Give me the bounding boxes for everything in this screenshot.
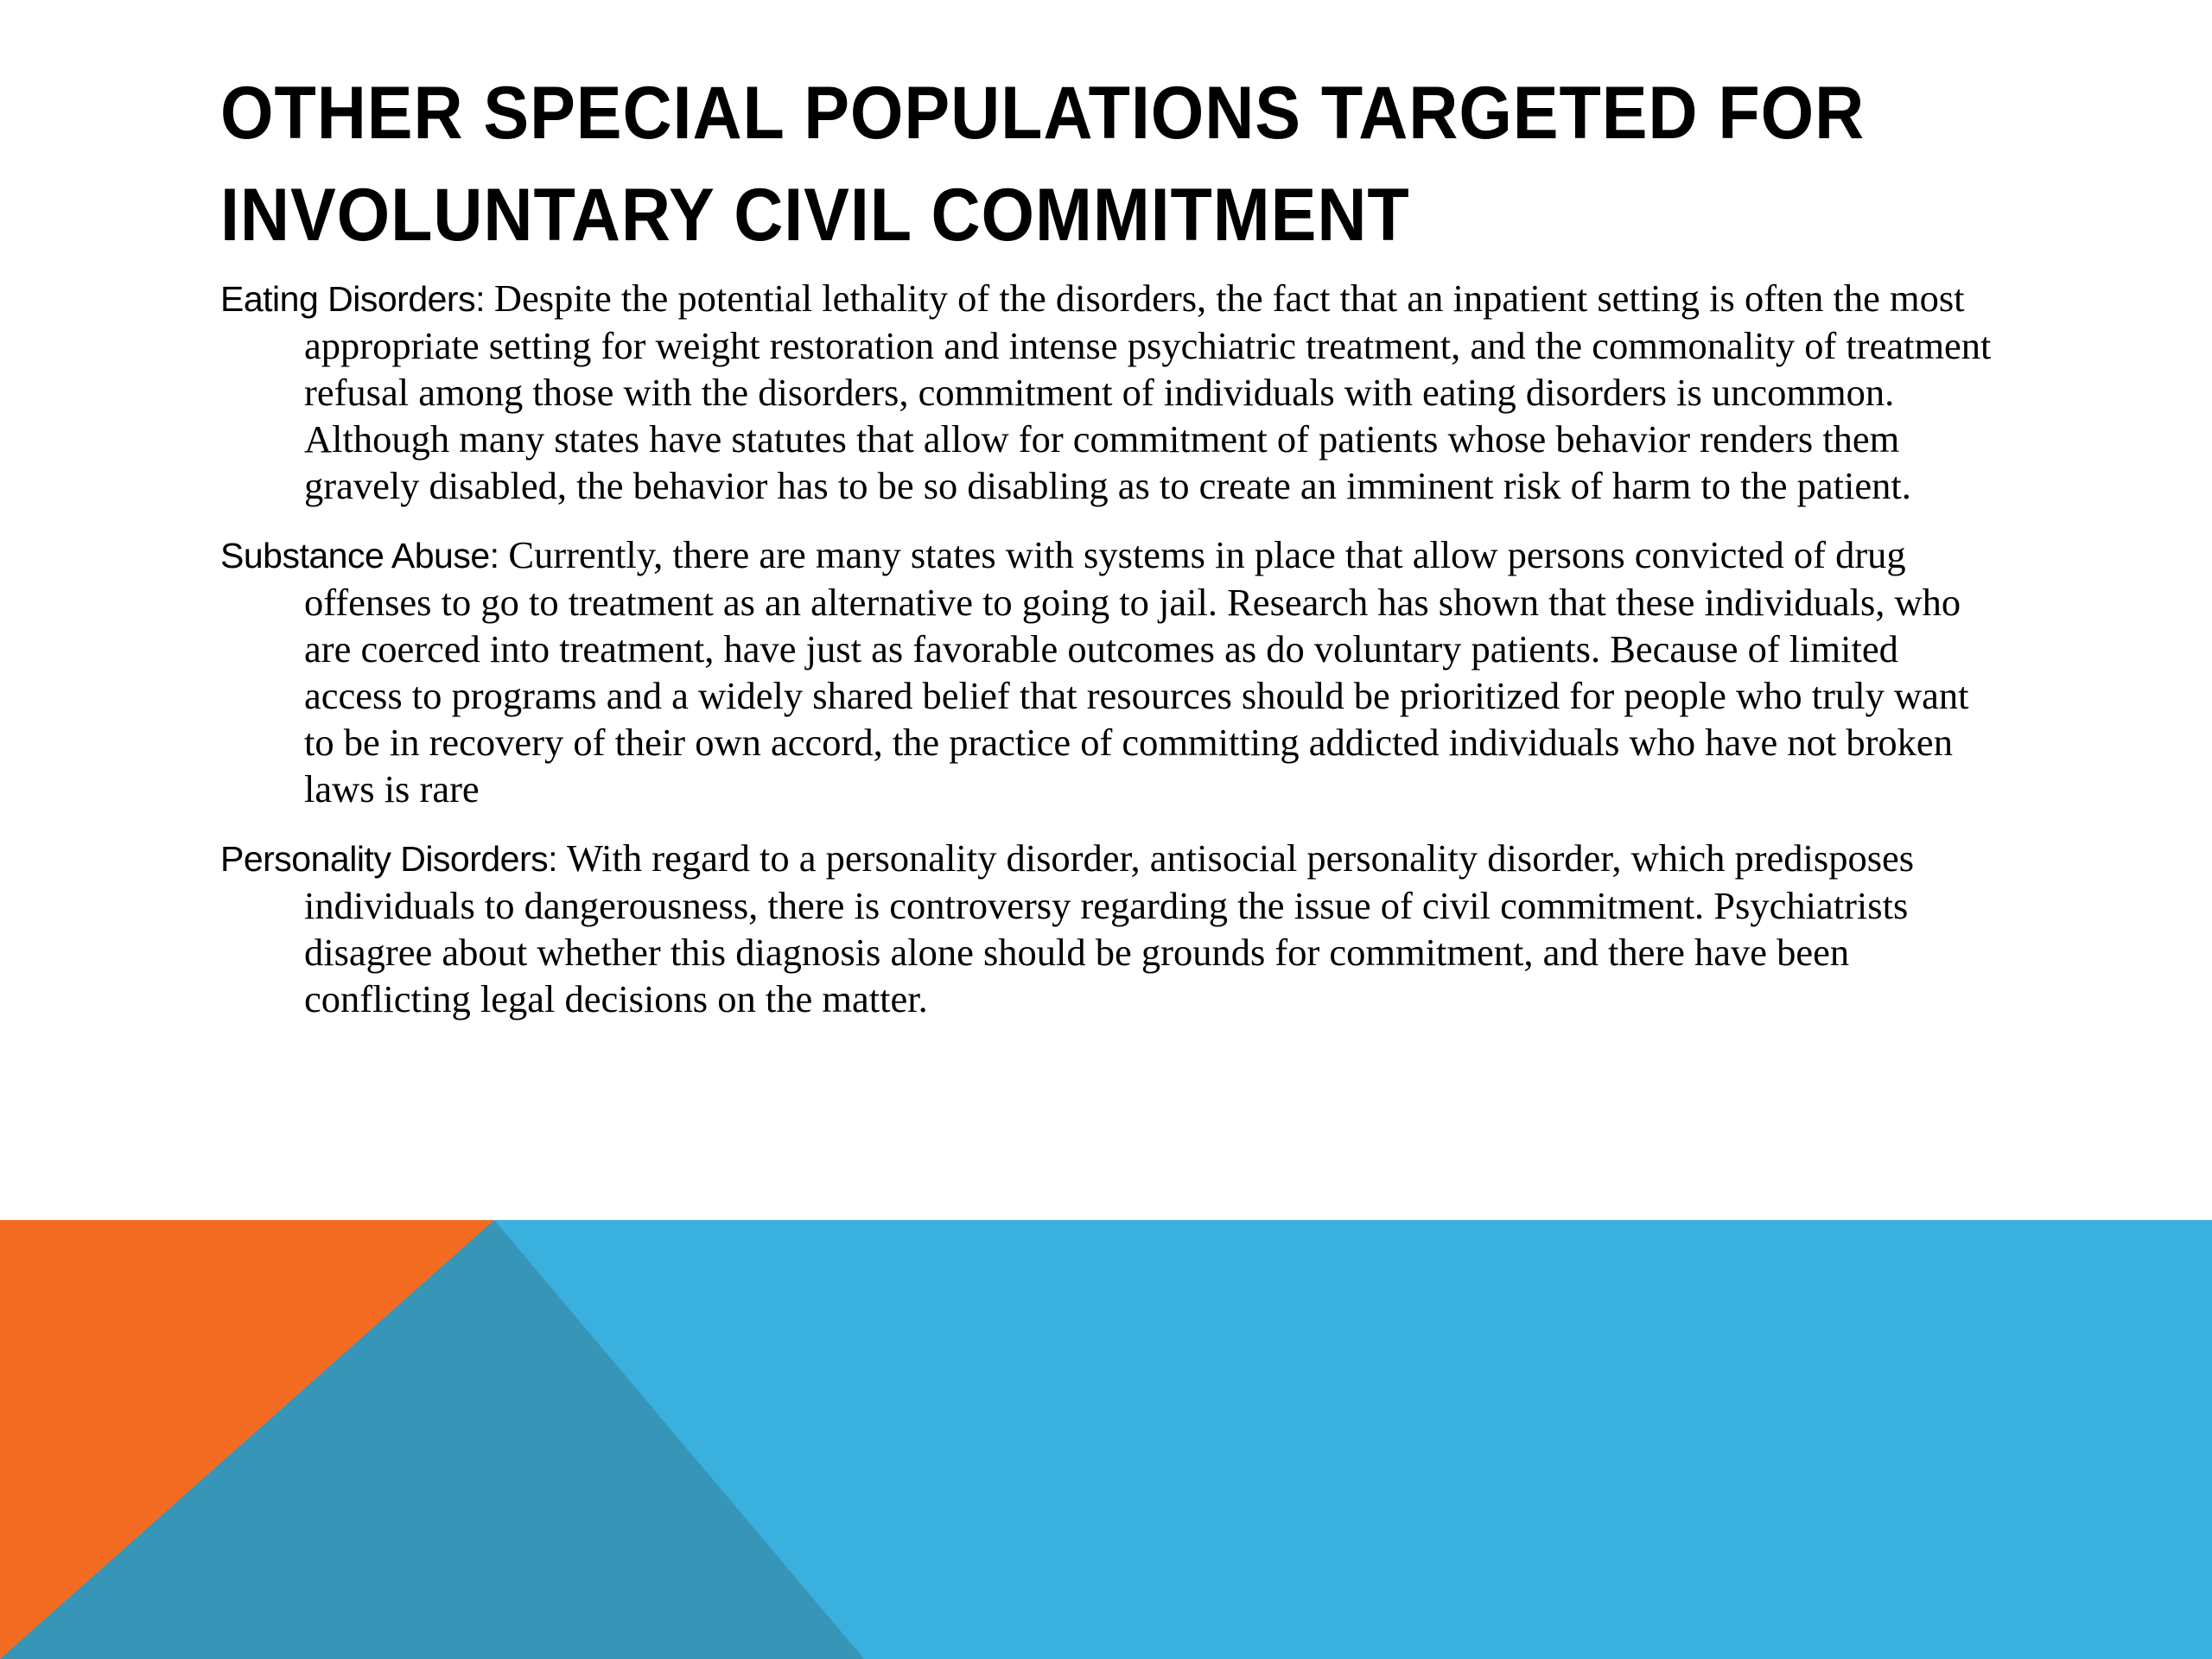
slide-title: OTHER SPECIAL POPULATIONS TARGETED FOR INVOLUNTARY CIVIL COMMITMENT [220, 72, 1866, 257]
paragraph-text: With regard to a personality disorder, antisocial personality disorder, which predisposes individuals to dangerousness, there is controversy regarding the issue of civil commitment. Psychiatrists disagree about whether this diagnosis alone should be grounds for commitment, and there have been conflicting legal decisions on the matter. [304, 836, 1915, 1020]
paragraph-personality-disorders [220, 835, 2000, 1022]
paragraph-lead: Personality Disorders: [220, 839, 567, 879]
paragraph-substance-abuse [220, 531, 2000, 812]
paragraph-lead: Substance Abuse: [220, 536, 509, 575]
slide-body [220, 275, 2000, 1045]
paragraph-text: Currently, there are many states with systems in place that allow persons convicted of drug offenses to go to treatment as an alternative to going to jail. Research has shown that these individuals, who are coerced into treatment, have just as favorable outcomes as do voluntary patients. Because of limited access to programs and a widely shared belief that resources should be prioritized for people who truly want to be in recovery of their own accord, the practice of committing addicted individuals who have not broken laws is rare [304, 533, 1969, 810]
paragraph-text: Despite the potential lethality of the disorders, the fact that an inpatient setting is often the most appropriate setting for weight restoration and intense psychiatric treatment, and the commonality of treatment refusal among those with the disorders, commitment of individuals with eating disorders is uncommon. Although many states have statutes that allow for commitment of patients whose behavior renders them gravely disabled, the behavior has to be so disabling as to create an imminent risk of harm to the patient. [304, 276, 1992, 507]
decorative-footer-shapes [0, 1220, 2212, 1659]
paragraph-lead: Eating Disorders: [220, 279, 494, 319]
paragraph-eating-disorders [220, 275, 2000, 509]
